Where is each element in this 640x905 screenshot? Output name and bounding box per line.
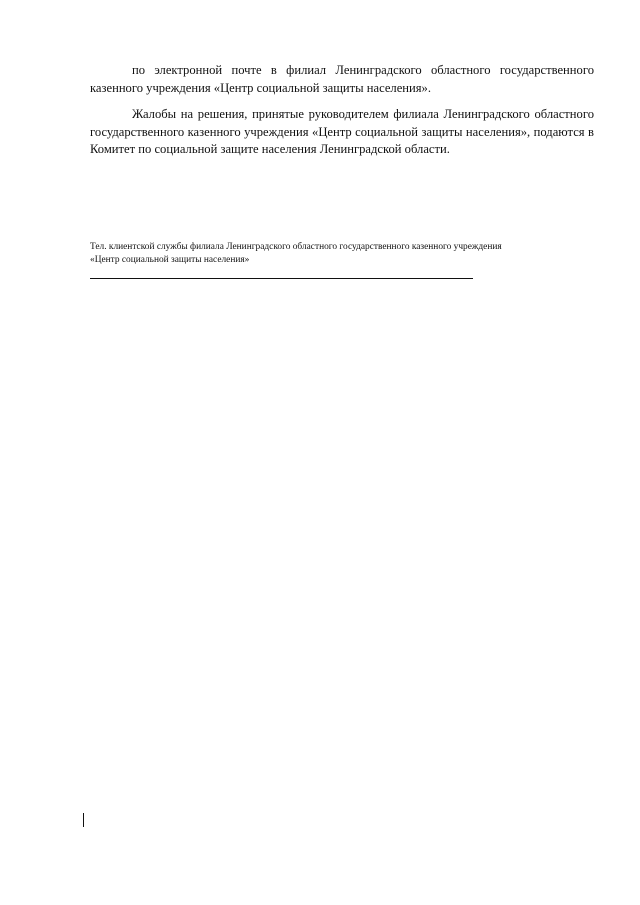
text-cursor-mark bbox=[83, 813, 84, 827]
footer-note bbox=[90, 241, 610, 266]
body-paragraph-complaints: Жалобы на решения, принятые руководителем филиала Ленинградского областного государственного казенного учреждения «Центр социальной защиты населения», подаются в Комитет по социальной защите населения Ленинградской области. bbox=[90, 107, 594, 157]
body-paragraph-email-contact: по электронной почте в филиал Ленинградского областного государственного казенного учреждения «Центр социальной защиты населения». bbox=[90, 63, 594, 95]
footer-underline bbox=[90, 278, 473, 279]
footer-organization-name: «Центр социальной защиты населения» bbox=[90, 254, 250, 265]
footer-phone-label: Тел. клиентской службы филиала Ленинградского областного государственного казенного учреждения bbox=[90, 242, 502, 252]
